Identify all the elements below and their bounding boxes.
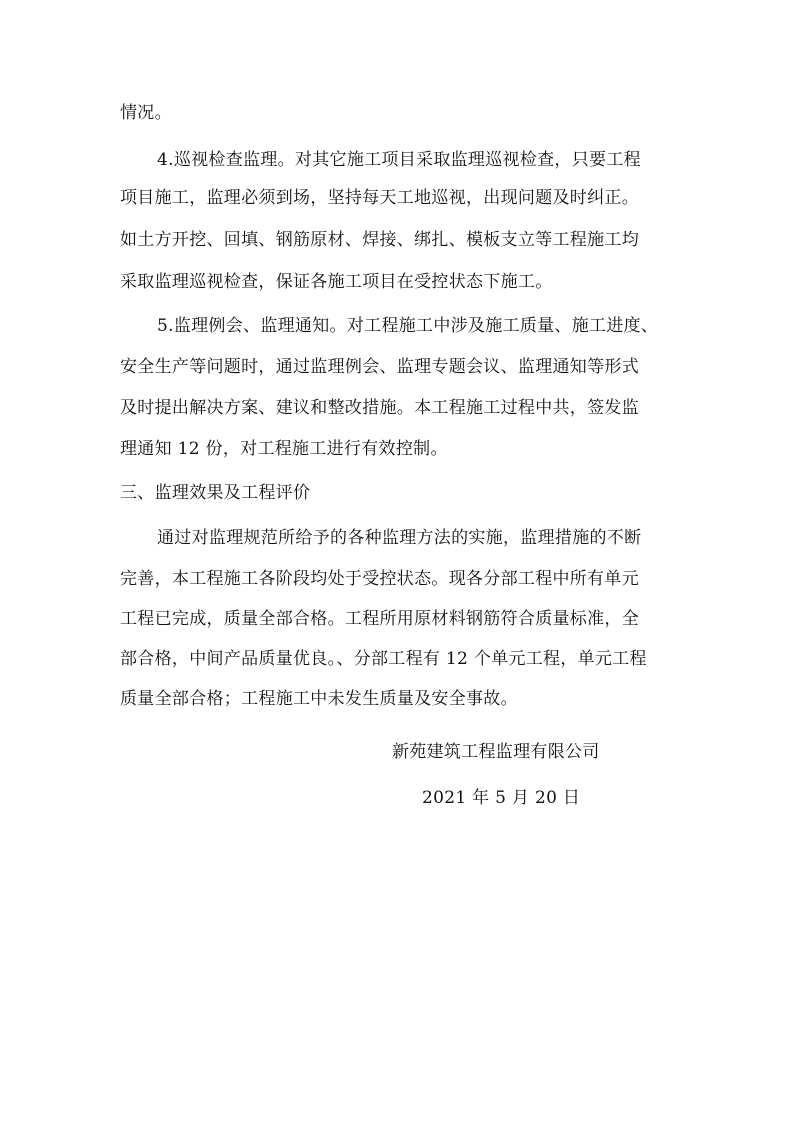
paragraph-line: 安全生产等问题时，通过监理例会、监理专题会议、监理通知等形式 bbox=[120, 357, 639, 377]
signature-date: 2021 年 5 月 20 日 bbox=[422, 788, 581, 808]
paragraph-line: 项目施工，监理必须到场，坚持每天工地巡视，出现问题及时纠正。 bbox=[120, 188, 639, 208]
paragraph-line: 及时提出解决方案、建议和整改措施。本工程施工过程中共，签发监 bbox=[120, 398, 639, 418]
signature-company: 新苑建筑工程监理有限公司 bbox=[392, 742, 600, 762]
paragraph-line: 理通知 12 份，对工程施工进行有效控制。 bbox=[120, 439, 448, 459]
paragraph-line: 5.监理例会、监理通知。对工程施工中涉及施工质量、施工进度、 bbox=[157, 316, 659, 336]
paragraph-line: 通过对监理规范所给予的各种监理方法的实施，监理措施的不断 bbox=[157, 528, 642, 548]
paragraph-line: 采取监理巡视检查，保证各施工项目在受控状态下施工。 bbox=[120, 272, 553, 292]
paragraph-line: 完善，本工程施工各阶段均处于受控状态。现各分部工程中所有单元 bbox=[120, 569, 639, 589]
paragraph-line: 情况。 bbox=[120, 103, 172, 123]
section-heading: 三、监理效果及工程评价 bbox=[120, 483, 311, 503]
paragraph-line: 部合格，中间产品质量优良。、分部工程有 12 个单元工程，单元工程 bbox=[120, 649, 647, 669]
paragraph-line: 如土方开挖、回填、钢筋原材、焊接、绑扎、模板支立等工程施工均 bbox=[120, 230, 639, 250]
paragraph-line: 质量全部合格；工程施工中未发生质量及安全事故。 bbox=[120, 689, 518, 709]
paragraph-line: 4.巡视检查监理。对其它施工项目采取监理巡视检查，只要工程 bbox=[157, 150, 641, 170]
paragraph-line: 工程已完成，质量全部合格。工程所用原材料钢筋符合质量标准，全 bbox=[120, 609, 639, 629]
